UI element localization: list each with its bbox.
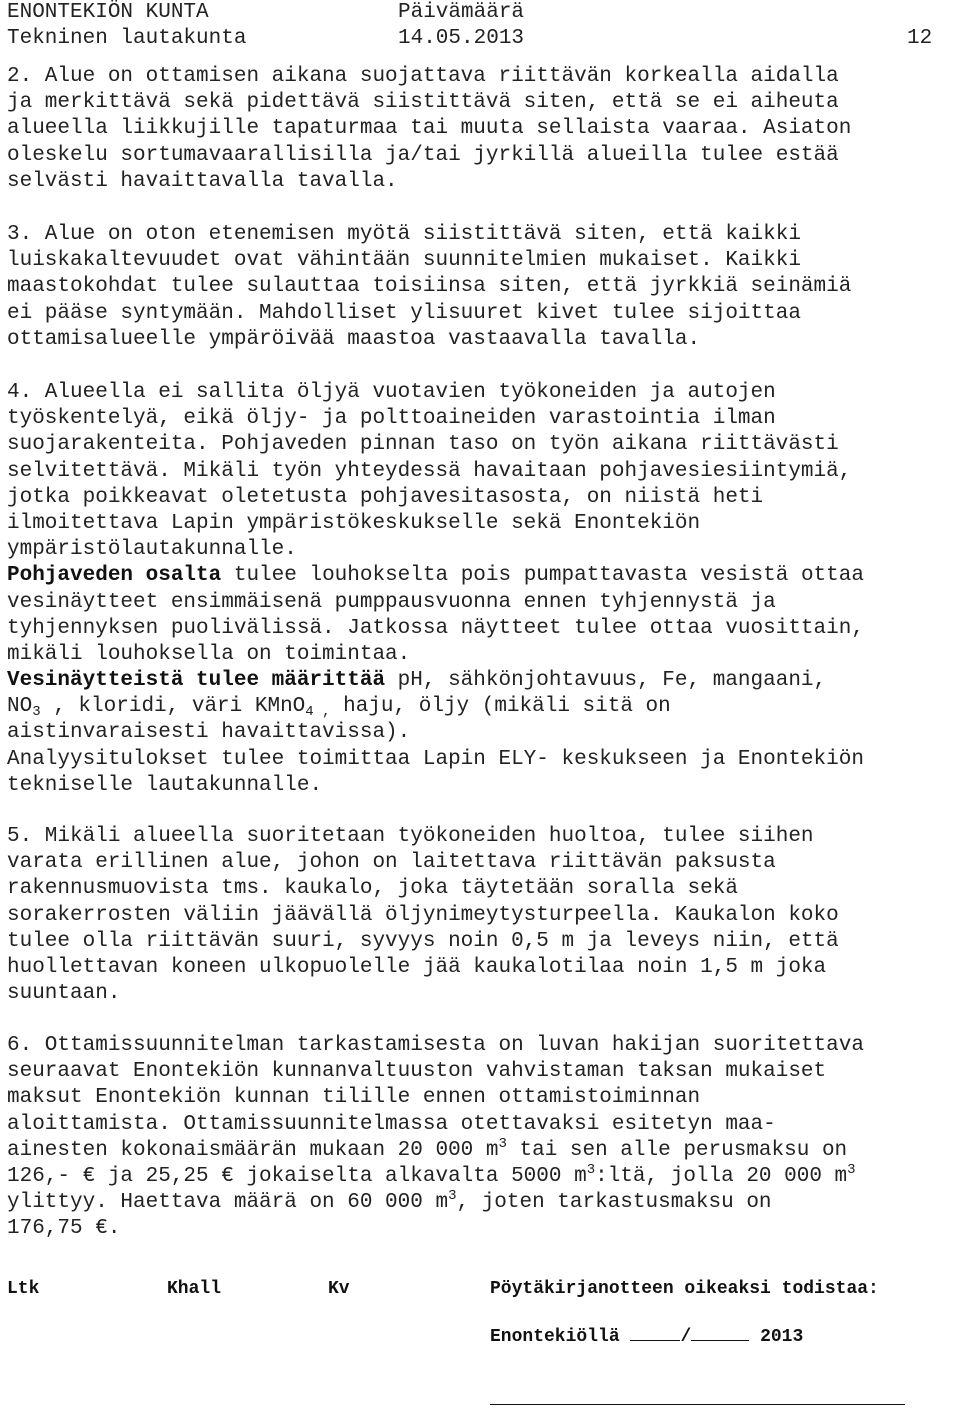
paragraph-line: tekniselle lautakunnalle. xyxy=(7,773,323,797)
signature-line xyxy=(490,1404,905,1405)
paragraph-line: aistinvaraisesti havaittavissa). xyxy=(7,721,411,745)
paragraph-line: varata erillinen alue, johon on laitettava riittävän paksusta xyxy=(7,851,776,875)
paragraph-line: jotka poikkeavat oletetusta pohjavesitasosta, on niistä heti xyxy=(7,485,764,509)
paragraph-line: oleskelu sortumavaarallisilla ja/tai jyrkillä alueilla tulee estää xyxy=(7,143,839,167)
footer-certification: Pöytäkirjanotteen oikeaksi todistaa: xyxy=(490,1279,879,1299)
footer-ltk: Ltk xyxy=(7,1279,40,1299)
paragraph-line: tyhjennyksen puolivälissä. Jatkossa näytteet tulee ottaa vuosittain, xyxy=(7,616,864,640)
footer-place: Enontekiöllä xyxy=(490,1327,620,1347)
paragraph-line: selvästi havaittavalla tavalla. xyxy=(7,169,398,193)
cubic-superscript: 3 xyxy=(498,1135,507,1152)
groundwater-heading: Pohjaveden osalta xyxy=(7,564,222,588)
section-4 xyxy=(7,380,953,799)
footer-kv: Kv xyxy=(328,1279,350,1299)
paragraph-line: maksut Enontekiön kunnan tilille ennen ottamistoiminnan xyxy=(7,1086,701,1110)
analysis-line xyxy=(7,694,953,720)
paragraph-line: 5. Mikäli alueella suoritetaan työkoneiden huoltoa, tulee siihen xyxy=(7,825,814,848)
paragraph-line xyxy=(7,1190,953,1216)
fee-text: 126,- € ja 25,25 € jokaiselta alkavalta 5000 m xyxy=(7,1164,587,1188)
paragraph-line: tulee olla riittävän suuri, syvyys noin 0,5 m ja leveys niin, että xyxy=(7,929,839,953)
paragraph-line: suuntaan. xyxy=(7,982,121,1006)
page-number: 12 xyxy=(907,27,933,50)
section-2 xyxy=(7,64,953,195)
analysis-heading: Vesinäytteistä tulee määrittää xyxy=(7,669,386,693)
section-6 xyxy=(7,1033,953,1243)
municipality-name: ENONTEKIÖN KUNTA xyxy=(7,1,209,24)
paragraph-line: 4. Alueella ei sallita öljyä vuotavien työkoneiden ja autojen xyxy=(7,381,776,404)
paragraph-line: luiskakaltevuudet ovat vähintään suunnitelmien mukaiset. Kaikki xyxy=(7,249,801,273)
meeting-date: 14.05.2013 xyxy=(398,27,525,50)
fee-text: tai sen alle perusmaksu on xyxy=(506,1138,848,1162)
fee-text: , joten tarkastusmaksu on xyxy=(456,1191,772,1215)
paragraph-line: alueella liikkujille tapaturmaa tai muuta sellaista vaaraa. Asiaton xyxy=(7,117,852,141)
section-5 xyxy=(7,824,953,1007)
fee-text: ylittyy. Haettava määrä on 60 000 m xyxy=(7,1191,449,1215)
paragraph-line: selvitettävä. Mikäli työn yhteydessä havaitaan pohjavesiesiintymiä, xyxy=(7,459,852,483)
paragraph-line: aloittamista. Ottamissuunnitelmassa otettavaksi esitetyn maa- xyxy=(7,1112,776,1136)
paragraph-line: 176,75 €. xyxy=(7,1217,121,1241)
footer-khall: Khall xyxy=(167,1279,222,1299)
paragraph-line: sorakerrosten väliin jäävällä öljynimeytysturpeella. Kaukalon koko xyxy=(7,903,839,927)
paragraph-line: ottamisalueelle ympäröivää maastoa vastaavalla tavalla. xyxy=(7,327,701,351)
date-slash: / xyxy=(680,1327,692,1347)
day-blank xyxy=(630,1322,680,1341)
paragraph-line xyxy=(7,1135,953,1164)
footer-place-date xyxy=(490,1322,803,1347)
groundwater-text: tulee louhokselta pois pumpattavasta vesistä ottaa xyxy=(221,564,864,588)
paragraph-line: ympäristölautakunnalle. xyxy=(7,538,297,562)
analysis-text: pH, sähkönjohtavuus, Fe, mangaani, xyxy=(385,669,827,693)
paragraph-line: mikäli louhoksella on toimintaa. xyxy=(7,642,411,666)
nitrate-text: NO xyxy=(7,695,33,719)
analysis-text: haju, öljy (mikäli sitä on xyxy=(330,695,671,719)
cubic-superscript: 3 xyxy=(448,1188,457,1205)
paragraph-line: ilmoitettava Lapin ympäristökeskukselle sekä Enontekiön xyxy=(7,511,701,535)
paragraph-line: suojarakenteita. Pohjaveden pinnan taso on työn aikana riittävästi xyxy=(7,433,839,457)
footer-year: 2013 xyxy=(760,1327,804,1347)
paragraph-line: Analyysitulokset tulee toimittaa Lapin ELY- keskukseen ja Enontekiön xyxy=(7,747,864,771)
date-label: Päivämäärä xyxy=(398,1,525,24)
paragraph-line: rakennusmuovista tms. kaukalo, joka täytetään soralla sekä xyxy=(7,877,738,901)
paragraph-line: 3. Alue on oton etenemisen myötä siistittävä siten, että kaikki xyxy=(7,223,801,246)
paragraph-line: 2. Alue on ottamisen aikana suojattava riittävän korkealla aidalla xyxy=(7,65,839,88)
paragraph-line: seuraavat Enontekiön kunnanvaltuuston vahvistaman taksan mukaiset xyxy=(7,1060,827,1084)
section-3 xyxy=(7,222,953,353)
paragraph-line: ja merkittävä sekä pidettävä siistittävä siten, että se ei aiheuta xyxy=(7,91,839,115)
permanganate-subscript: 4 , xyxy=(305,704,331,721)
cubic-superscript: 3 xyxy=(847,1161,856,1178)
paragraph-line: huollettavan koneen ulkopuolelle jää kaukalotilaa noin 1,5 m joka xyxy=(7,955,827,979)
paragraph-line: työskentelyä, eikä öljy- ja polttoaineiden varastointia ilman xyxy=(7,407,776,431)
paragraph-line: vesinäytteet ensimmäisenä pumppausvuonna ennen tyhjennystä ja xyxy=(7,590,776,614)
month-blank xyxy=(691,1322,749,1341)
cubic-superscript: 3 xyxy=(586,1161,596,1178)
nitrate-subscript: 3 xyxy=(32,704,41,721)
fee-text: :ltä, jolla 20 000 m xyxy=(595,1164,848,1188)
analysis-text: , kloridi, väri KMnO xyxy=(40,695,306,719)
board-name: Tekninen lautakunta xyxy=(7,27,247,50)
paragraph-line: maastokohdat tulee sulauttaa toisiinsa siten, että jyrkkiä seinämiä xyxy=(7,275,852,299)
analysis-line xyxy=(7,668,953,694)
paragraph-line: ei pääse syntymään. Mahdolliset ylisuuret kivet tulee sijoittaa xyxy=(7,301,801,325)
groundwater-line xyxy=(7,563,953,589)
paragraph-line: 6. Ottamissuunnitelman tarkastamisesta on luvan hakijan suoritettava xyxy=(7,1034,864,1057)
fee-text: ainesten kokonaismäärän mukaan 20 000 m xyxy=(7,1138,499,1162)
paragraph-line xyxy=(7,1161,953,1190)
